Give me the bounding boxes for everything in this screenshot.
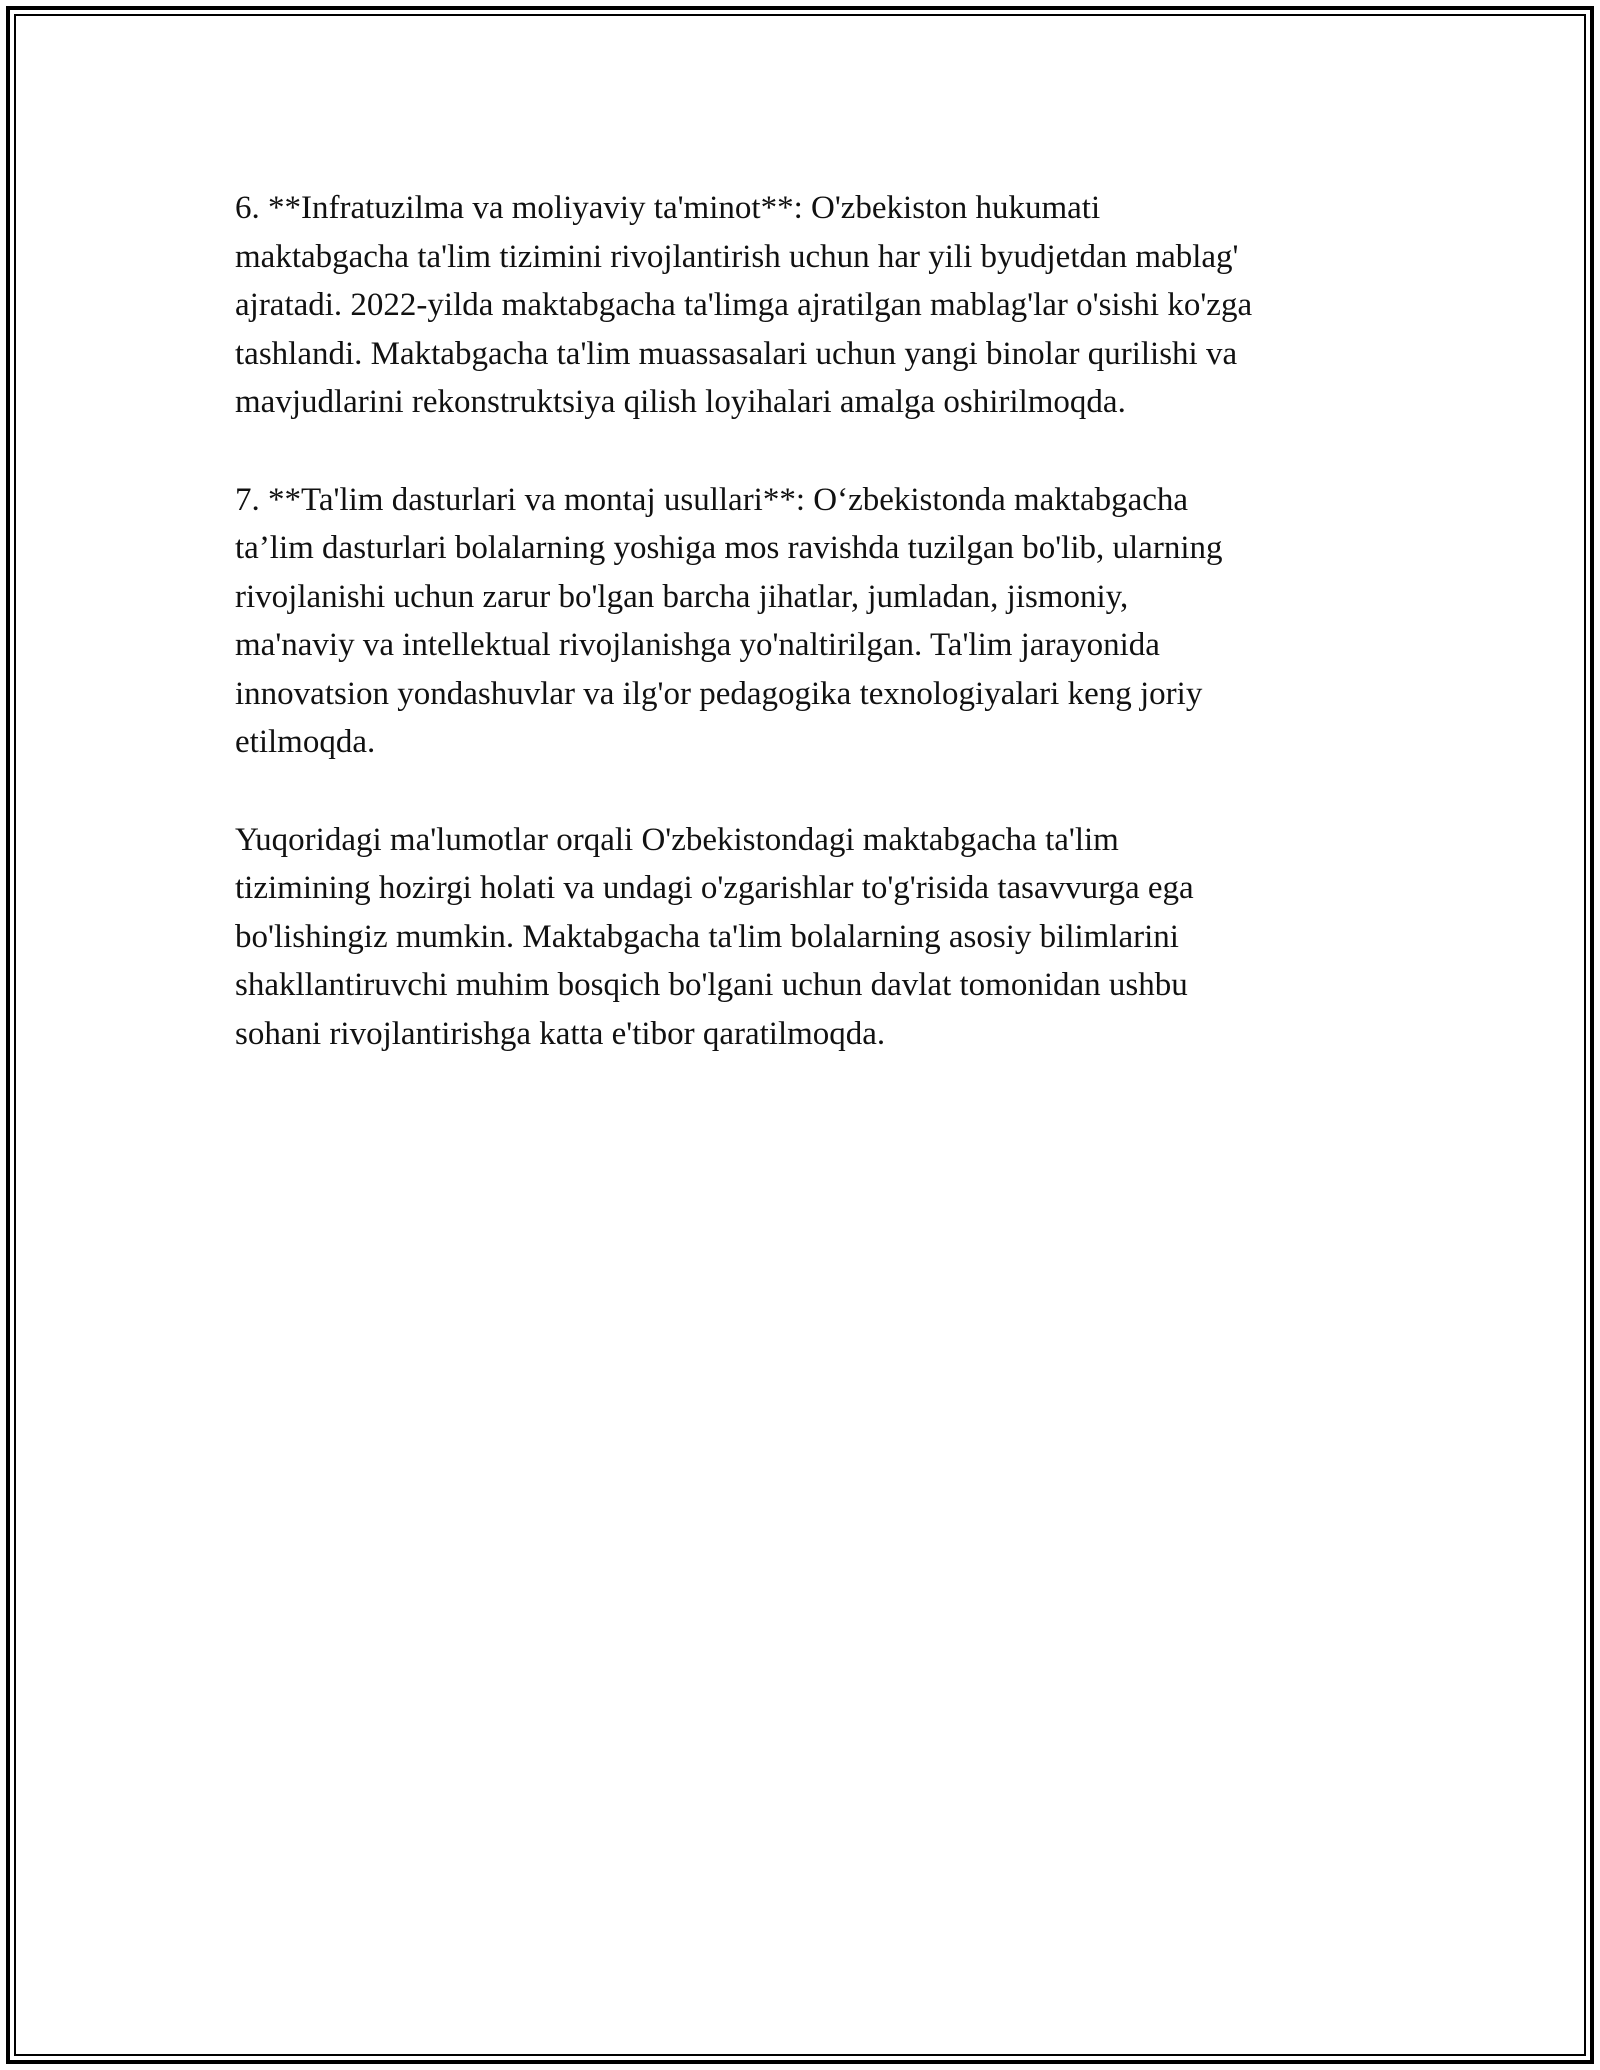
text-line: Yuqoridagi ma'lumotlar orqali O'zbekistondagi maktabgacha ta'lim — [235, 821, 1119, 858]
text-line: ma'naviy va intellektual rivojlanishga yo'naltirilgan. Ta'lim jarayonida — [235, 627, 1160, 663]
text-line: bo'lishingiz mumkin. Maktabgacha ta'lim bolalarning asosiy bilimlarini — [235, 918, 1179, 955]
text-line: etilmoqda. — [235, 724, 376, 760]
text-line: shakllantiruvchi muhim bosqich bo'lgani uchun davlat tomonidan ushbu — [235, 967, 1188, 1003]
document-body — [235, 184, 1375, 1107]
text-line: ta’lim dasturlari bolalarning yoshiga mos ravishda tuzilgan bo'lib, ularning — [235, 530, 1223, 566]
text-line: sohani rivojlantirishga katta e'tibor qaratilmoqda. — [235, 1015, 886, 1052]
text-line: ajratadi. 2022-yilda maktabgacha ta'limga ajratilgan mablag'lar o'sishi ko'zga — [235, 287, 1253, 323]
text-line: 7. **Ta'lim dasturlari va montaj usullari**: O‘zbekistonda maktabgacha — [235, 481, 1189, 518]
paragraph-infrastructure-funding — [235, 184, 1375, 427]
text-line: tizimining hozirgi holati va undagi o'zgarishlar to'g'risida tasavvurga ega — [235, 870, 1194, 906]
text-line: 6. **Infratuzilma va moliyaviy ta'minot**: O'zbekiston hukumati — [235, 190, 1101, 226]
text-line: innovatsion yondashuvlar va ilg'or pedagogika texnologiyalari keng joriy — [235, 675, 1203, 712]
text-line: tashlandi. Maktabgacha ta'lim muassasalari uchun yangi binolar qurilishi va — [235, 335, 1238, 372]
text-line: maktabgacha ta'lim tizimini rivojlantirish uchun har yili byudjetdan mablag' — [235, 238, 1239, 275]
text-line: mavjudlarini rekonstruktsiya qilish loyihalari amalga oshirilmoqda. — [235, 384, 1126, 420]
paragraph-education-programs — [235, 476, 1375, 767]
paragraph-conclusion — [235, 816, 1375, 1059]
text-line: rivojlanishi uchun zarur bo'lgan barcha jihatlar, jumladan, jismoniy, — [235, 578, 1129, 615]
